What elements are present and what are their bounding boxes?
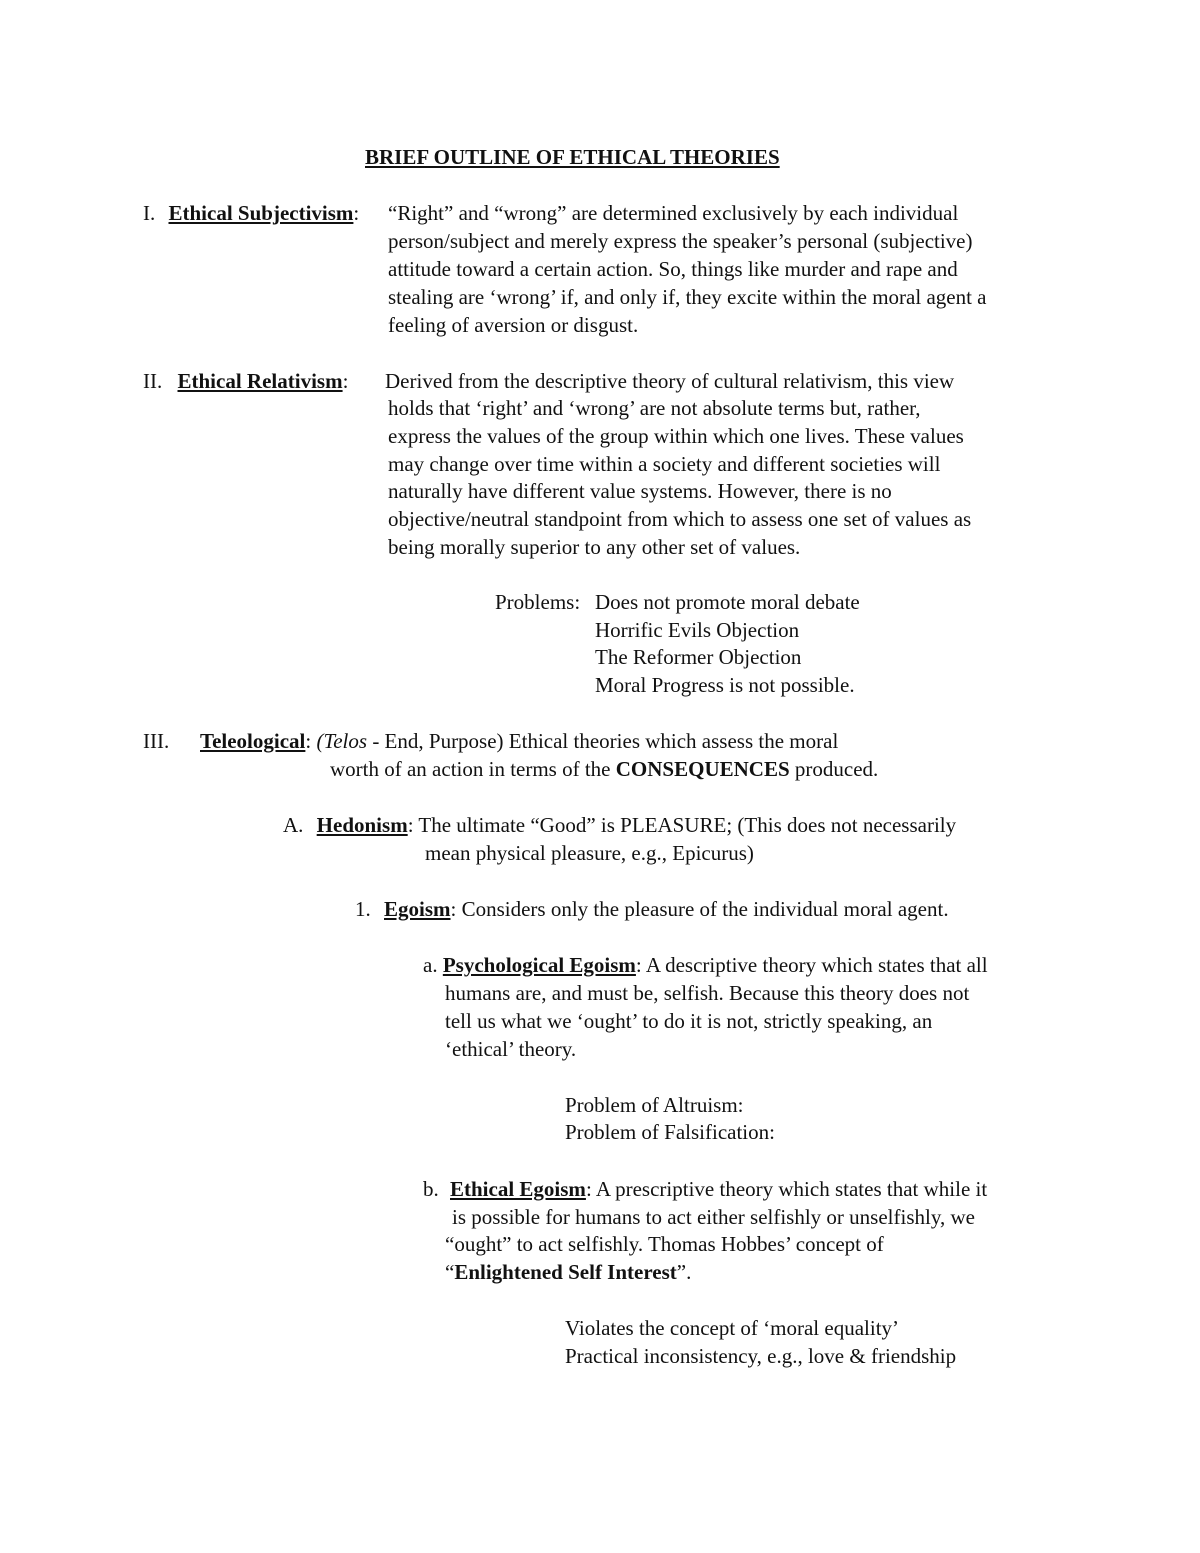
quote-mark: ”.	[676, 1260, 692, 1284]
problem-item: Practical inconsistency, e.g., love & friendship	[565, 1344, 957, 1368]
item-b-line: is possible for humans to act either selfishly or unselfishly, we	[452, 1205, 975, 1229]
term-colon: :	[353, 201, 360, 225]
section-term: Ethical Subjectivism	[168, 201, 354, 225]
section-term: Ethical Relativism	[177, 369, 343, 393]
enlightened-self-interest-term: Enlightened Self Interest	[454, 1260, 677, 1284]
section-i-line: person/subject and merely express the speaker’s personal (subjective)	[388, 229, 973, 253]
section-iii-line-2	[330, 755, 878, 783]
item-number: 1.	[355, 897, 371, 921]
telos-term: (Telos	[316, 729, 368, 753]
item-line: : Considers only the pleasure of the individual moral agent.	[450, 897, 949, 921]
item-b-heading	[423, 1175, 987, 1203]
subsection-a-heading	[283, 811, 956, 839]
section-term: Teleological	[200, 729, 306, 753]
section-ii-line: Derived from the descriptive theory of cultural relativism, this view	[385, 369, 955, 393]
egoism-term: Egoism	[384, 897, 451, 921]
section-iii-number: III.	[143, 729, 170, 753]
psychological-egoism-term: Psychological Egoism	[442, 953, 636, 977]
section-number: I.	[143, 201, 156, 225]
section-iii-heading	[200, 727, 838, 755]
section-iii-line: - End, Purpose) Ethical theories which assess the moral	[367, 729, 839, 753]
item-letter: b.	[423, 1177, 439, 1201]
line-text: worth of an action in terms of the	[330, 757, 616, 781]
section-ii-heading	[143, 367, 348, 395]
item-b-line-last	[445, 1258, 691, 1286]
section-ii-line: holds that ‘right’ and ‘wrong’ are not absolute terms but, rather,	[388, 396, 921, 420]
item-b-line: “ought” to act selfishly. Thomas Hobbes’ concept of	[445, 1232, 884, 1256]
problem-item: Problem of Altruism:	[565, 1093, 744, 1117]
consequences-term: CONSEQUENCES	[615, 757, 790, 781]
problems-label: Problems:	[495, 590, 581, 614]
line-text: produced.	[789, 757, 879, 781]
problem-item: Does not promote moral debate	[595, 590, 860, 614]
item-line: : A descriptive theory which states that all	[635, 953, 988, 977]
item-a-line: tell us what we ‘ought’ to do it is not, strictly speaking, an	[445, 1009, 933, 1033]
subsection-line: mean physical pleasure, e.g., Epicurus)	[425, 841, 754, 865]
quote-mark: “	[445, 1260, 455, 1284]
section-i-line: stealing are ‘wrong’ if, and only if, they excite within the moral agent a	[388, 285, 987, 309]
item-letter: a.	[423, 953, 438, 977]
term-colon: :	[342, 369, 349, 393]
subsection-letter: A.	[283, 813, 304, 837]
term-colon: :	[305, 729, 312, 753]
section-i-line: attitude toward a certain action. So, things like murder and rape and	[388, 257, 958, 281]
section-number: II.	[143, 369, 163, 393]
problem-item: Violates the concept of ‘moral equality’	[565, 1316, 900, 1340]
problem-item: The Reformer Objection	[595, 645, 802, 669]
section-i-line: feeling of aversion or disgust.	[388, 313, 639, 337]
section-ii-line: objective/neutral standpoint from which to assess one set of values as	[388, 507, 972, 531]
section-i-heading	[143, 199, 359, 227]
section-ii-line: express the values of the group within which one lives. These values	[388, 424, 964, 448]
item-a-line: humans are, and must be, selfish. Because this theory does not	[445, 981, 970, 1005]
subsection-line: : The ultimate “Good” is PLEASURE; (This does not necessarily	[407, 813, 957, 837]
section-ii-line: naturally have different value systems. However, there is no	[388, 479, 892, 503]
problem-item: Moral Progress is not possible.	[595, 673, 855, 697]
problem-item: Problem of Falsification:	[565, 1120, 775, 1144]
item-line: : A prescriptive theory which states that while it	[585, 1177, 988, 1201]
problem-item: Horrific Evils Objection	[595, 618, 800, 642]
section-ii-line: being morally superior to any other set of values.	[388, 535, 801, 559]
item-a-line: ‘ethical’ theory.	[445, 1037, 577, 1061]
ethical-egoism-term: Ethical Egoism	[450, 1177, 586, 1201]
item-a-heading	[423, 951, 988, 979]
hedonism-term: Hedonism	[316, 813, 408, 837]
section-i-line: “Right” and “wrong” are determined exclusively by each individual	[388, 201, 959, 225]
page-title: BRIEF OUTLINE OF ETHICAL THEORIES	[365, 145, 780, 169]
item-1-heading	[355, 895, 949, 923]
section-ii-line: may change over time within a society and different societies will	[388, 452, 941, 476]
